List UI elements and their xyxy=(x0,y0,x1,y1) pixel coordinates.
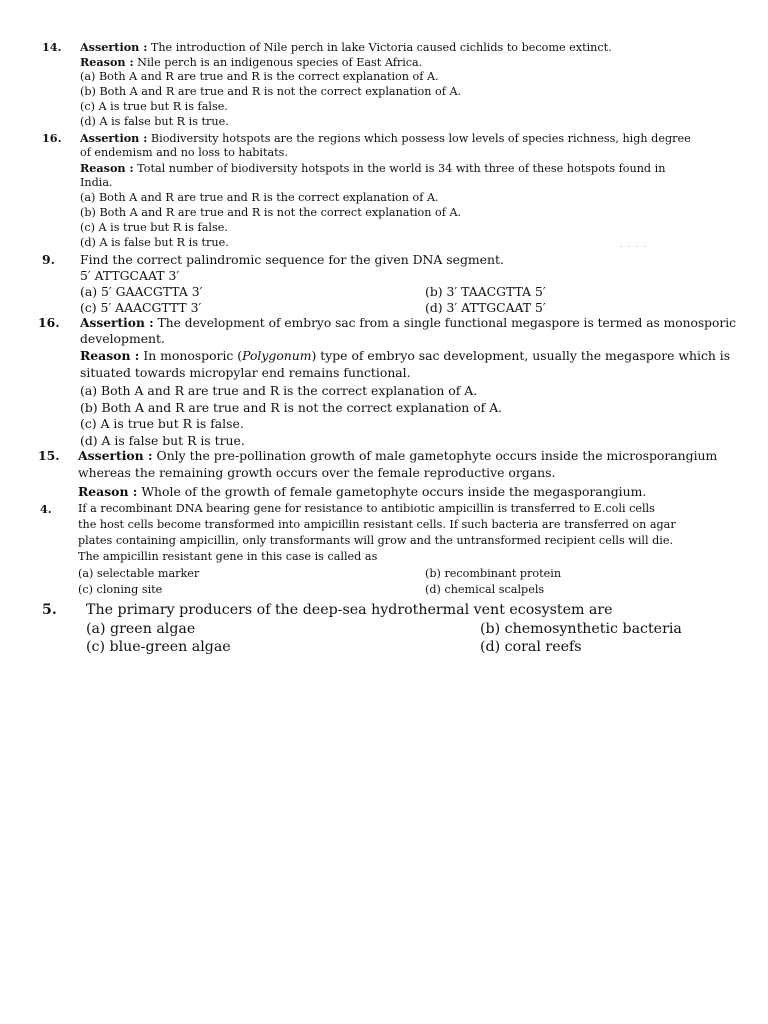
option-b: (b) 3′ TAACGTTA 5′ xyxy=(425,284,546,299)
option-a: (a) selectable marker xyxy=(78,567,200,580)
option-a: (a) green algae xyxy=(86,621,196,637)
question-number: 16. xyxy=(42,131,62,145)
question-number: 16. xyxy=(38,315,60,330)
option-d: (d) A is false but R is true. xyxy=(80,433,245,448)
assertion-label: Assertion : xyxy=(80,315,154,330)
reason-line xyxy=(80,348,730,363)
stem-line-3: plates containing ampicillin, only transformants will grow and the untransformed recipient cells will die. xyxy=(78,534,674,547)
option-b: (b) Both A and R are true and R is not the correct explanation of A. xyxy=(80,400,503,415)
assertion-line-2: of endemism and no loss to habitats. xyxy=(80,146,288,159)
reason-line-2: India. xyxy=(80,176,113,189)
assertion-line xyxy=(80,131,691,145)
question-number: 14. xyxy=(42,40,62,54)
question-stem: Find the correct palindromic sequence for the given DNA segment. xyxy=(80,252,504,267)
stem-line-4: The ampicillin resistant gene in this case is called as xyxy=(78,550,378,563)
option-c: (c) A is true but R is false. xyxy=(80,100,228,113)
assertion-text: The development of embryo sac from a single functional megaspore is termed as monosporic xyxy=(157,315,736,330)
option-c: (c) 5′ AAACGTTT 3′ xyxy=(80,300,202,315)
option-c: (c) cloning site xyxy=(78,583,163,596)
option-c: (c) A is true but R is false. xyxy=(80,416,244,431)
option-b: (b) recombinant protein xyxy=(425,567,562,580)
stem-line-2: the host cells become transformed into ampicillin resistant cells. If such bacteria are transferred on agar xyxy=(78,518,676,531)
assertion-line xyxy=(80,315,736,330)
option-c: (c) A is true but R is false. xyxy=(80,221,228,234)
option-d: (d) A is false but R is true. xyxy=(80,115,229,128)
reason-label: Reason : xyxy=(80,161,134,175)
question-number: 4. xyxy=(40,502,52,516)
assertion-line xyxy=(80,40,612,54)
assertion-label: Assertion : xyxy=(80,40,148,54)
option-a: (a) Both A and R are true and R is the correct explanation of A. xyxy=(80,191,439,204)
option-b: (b) Both A and R are true and R is not the correct explanation of A. xyxy=(80,85,462,98)
question-stem: The primary producers of the deep-sea hydrothermal vent ecosystem are xyxy=(86,602,613,618)
dna-sequence: 5′ ATTGCAAT 3′ xyxy=(80,268,180,283)
reason-text-italic: Polygonum xyxy=(242,348,312,363)
assertion-label: Assertion : xyxy=(80,131,148,145)
option-b: (b) chemosynthetic bacteria xyxy=(480,621,682,637)
option-a: (a) 5′ GAACGTTA 3′ xyxy=(80,284,203,299)
reason-label: Reason : xyxy=(78,484,138,499)
option-d: (d) chemical scalpels xyxy=(425,583,545,596)
reason-line xyxy=(78,484,646,499)
assertion-line xyxy=(78,448,717,463)
assertion-label: Assertion : xyxy=(78,448,153,463)
option-c: (c) blue-green algae xyxy=(86,639,231,655)
option-b: (b) Both A and R are true and R is not the correct explanation of A. xyxy=(80,206,462,219)
question-number: 9. xyxy=(42,252,55,267)
assertion-text: Only the pre-pollination growth of male gametophyte occurs inside the microsporangium xyxy=(156,448,718,463)
option-a: (a) Both A and R are true and R is the correct explanation of A. xyxy=(80,383,478,398)
option-d: (d) A is false but R is true. xyxy=(80,236,229,249)
reason-text: Whole of the growth of female gametophyte occurs inside the megasporangium. xyxy=(141,484,647,499)
assertion-line-2: whereas the remaining growth occurs over the female reproductive organs. xyxy=(78,465,556,480)
assertion-line-2: development. xyxy=(80,331,165,346)
stem-line-1: If a recombinant DNA bearing gene for resistance to antibiotic ampicillin is transferred to E.coli cells xyxy=(78,502,655,515)
assertion-text: The introduction of Nile perch in lake Victoria caused cichlids to become extinct. xyxy=(150,41,612,54)
question-number: 5. xyxy=(42,602,57,618)
reason-text: Nile perch is an indigenous species of East Africa. xyxy=(137,56,423,69)
question-number: 15. xyxy=(38,448,60,463)
reason-text-pre: In monosporic ( xyxy=(143,348,243,363)
reason-line-2: situated towards micropylar end remains functional. xyxy=(80,365,411,380)
reason-text-post: ) type of embryo sac development, usually the megaspore which is xyxy=(311,348,731,363)
scan-mark: - - - - xyxy=(620,243,648,250)
reason-label: Reason : xyxy=(80,348,140,363)
option-a: (a) Both A and R are true and R is the correct explanation of A. xyxy=(80,70,439,83)
reason-line xyxy=(80,161,665,175)
option-d: (d) 3′ ATTGCAAT 5′ xyxy=(425,300,546,315)
reason-line xyxy=(80,55,422,69)
assertion-text: Biodiversity hotspots are the regions which possess low levels of species richness, high degree xyxy=(150,132,691,145)
option-d: (d) coral reefs xyxy=(480,639,582,655)
reason-label: Reason : xyxy=(80,55,134,69)
reason-text: Total number of biodiversity hotspots in the world is 34 with three of these hotspots found in xyxy=(137,162,666,175)
